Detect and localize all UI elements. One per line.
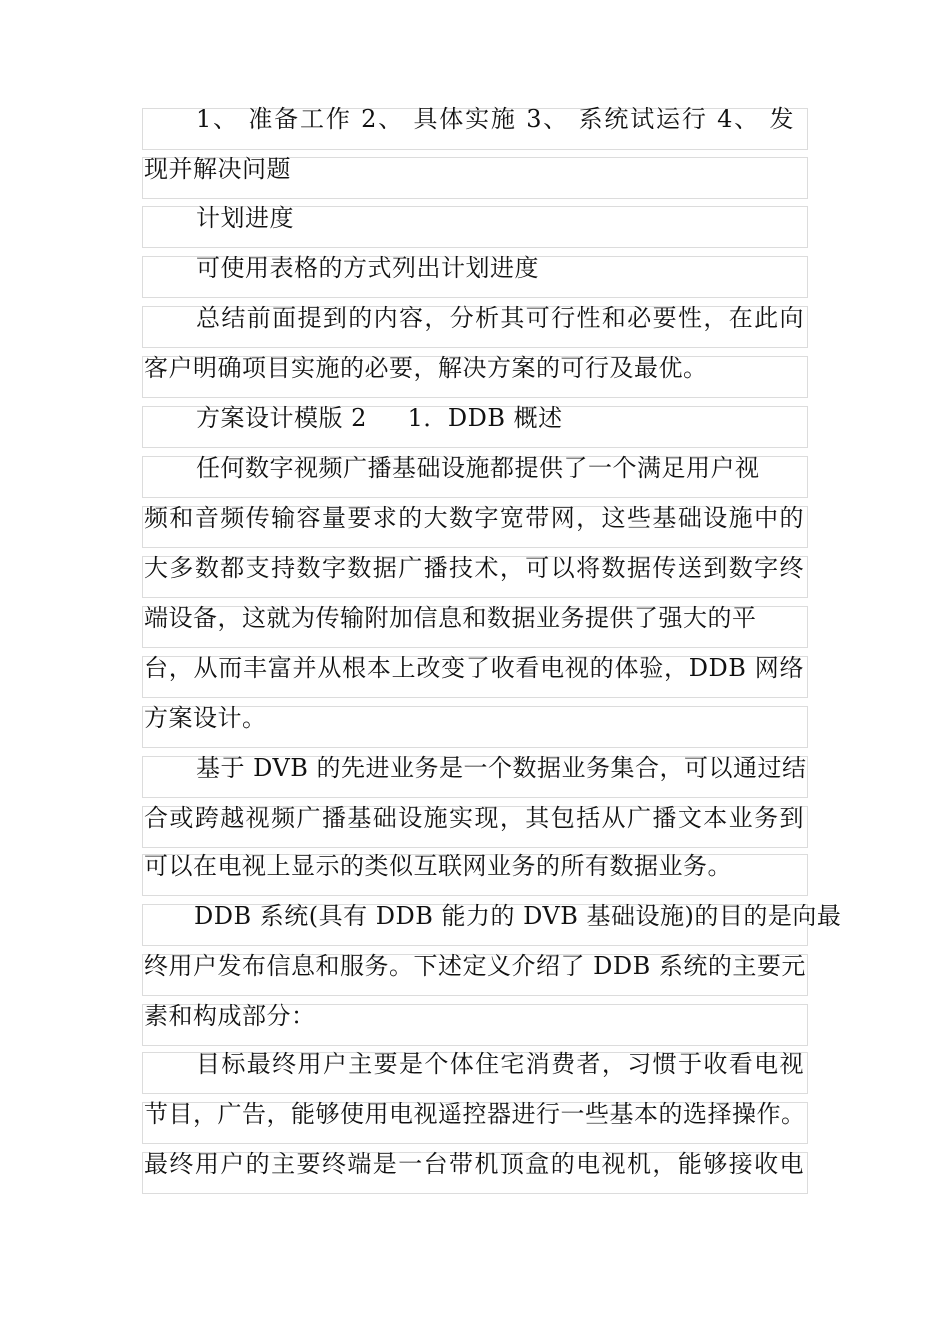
text-line: 1、 准备工作 2、 具体实施 3、 系统试运行 4、 发 xyxy=(196,105,794,133)
text-line: 大多数都支持数字数据广播技术，可以将数据传送到数字终 xyxy=(144,554,804,582)
text-line: 节目，广告，能够使用电视遥控器进行一些基本的选择操作。 xyxy=(144,1100,806,1128)
text-line: 最终用户的主要终端是一台带机顶盒的电视机，能够接收电 xyxy=(144,1150,804,1178)
text-line: 客户明确项目实施的必要，解决方案的可行及最优。 xyxy=(144,354,708,382)
text-line: 频和音频传输容量要求的大数字宽带网，这些基础设施中的 xyxy=(144,504,804,532)
text-line: 端设备，这就为传输附加信息和数据业务提供了强大的平 xyxy=(144,604,757,632)
text-line: 目标最终用户主要是个体住宅消费者，习惯于收看电视 xyxy=(196,1050,804,1078)
section-heading: 方案设计模版 2 1．DDB 概述 xyxy=(196,404,563,432)
text-line: 现并解决问题 xyxy=(144,155,291,183)
text-line: 基于 DVB 的先进业务是一个数据业务集合，可以通过结 xyxy=(196,754,807,782)
text-line: 台，从而丰富并从根本上改变了收看电视的体验，DDB 网络 xyxy=(144,654,804,682)
text-line: 素和构成部分： xyxy=(144,1002,316,1030)
text-line: 总结前面提到的内容，分析其可行性和必要性，在此向 xyxy=(196,304,804,332)
section-heading: 计划进度 xyxy=(196,204,294,232)
text-line: 终用户发布信息和服务。下述定义介绍了 DDB 系统的主要元 xyxy=(144,952,806,980)
text-line: 合或跨越视频广播基础设施实现，其包括从广播文本业务到 xyxy=(144,804,804,832)
text-line: 任何数字视频广播基础设施都提供了一个满足用户视 xyxy=(196,454,760,482)
text-line: 方案设计。 xyxy=(144,704,267,732)
text-line: 可以在电视上显示的类似互联网业务的所有数据业务。 xyxy=(144,852,732,880)
text-line: 可使用表格的方式列出计划进度 xyxy=(196,254,539,282)
text-line: DDB 系统(具有 DDB 能力的 DVB 基础设施)的目的是向最 xyxy=(194,902,842,930)
